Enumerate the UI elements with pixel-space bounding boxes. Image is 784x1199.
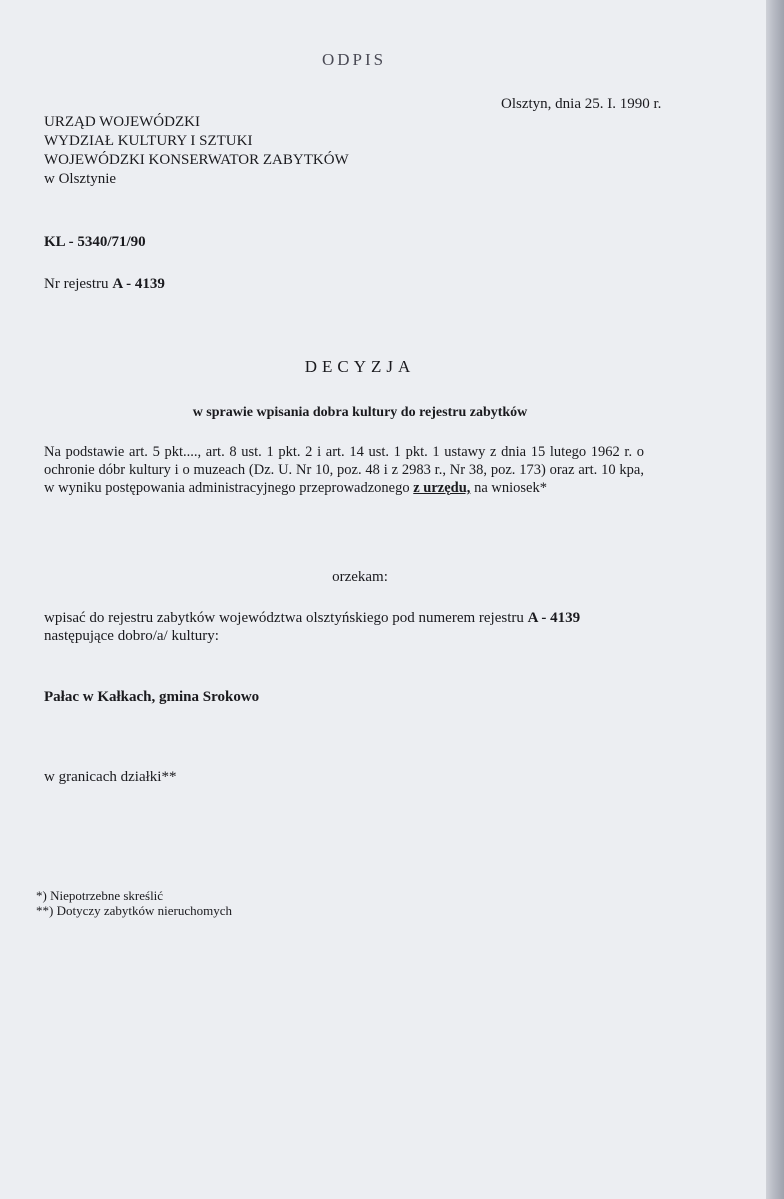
- copy-stamp: ODPIS: [322, 50, 387, 69]
- property-boundaries: w granicach działki**: [44, 769, 177, 785]
- verdict: orzekam:: [332, 569, 388, 585]
- office-line-2: WYDZIAŁ KULTURY I SZTUKI: [44, 133, 253, 149]
- office-line-3: WOJEWÓDZKI KONSERWATOR ZABYTKÓW: [44, 152, 349, 168]
- footnote-2: **) Dotyczy zabytków nieruchomych: [36, 903, 233, 918]
- decision-text-end: następujące dobro/a/ kultury:: [44, 628, 219, 644]
- footnote-1: *) Niepotrzebne skreślić: [36, 888, 164, 903]
- office-line-1: URZĄD WOJEWÓDZKI: [44, 114, 200, 130]
- issuing-office: [44, 113, 349, 189]
- case-number: KL - 5340/71/90: [44, 234, 146, 250]
- property-name: Pałac w Kałkach, gmina Srokowo: [44, 689, 260, 705]
- register-number: [44, 276, 165, 293]
- footnotes: [36, 888, 232, 918]
- decision-text: wpisać do rejestru zabytków województwa olsztyńskiego pod numerem rejestru: [44, 610, 524, 626]
- scan-edge: [766, 0, 784, 1199]
- office-line-4: w Olsztynie: [44, 171, 117, 187]
- decision-paragraph: [44, 609, 664, 645]
- register-value: A - 4139: [112, 276, 165, 292]
- legal-basis-paragraph: [44, 443, 644, 497]
- place-date: Olsztyn, dnia 25. I. 1990 r.: [501, 96, 662, 112]
- legal-basis-emphasis: z urzędu,: [413, 480, 471, 496]
- document-title: DECYZJA: [304, 357, 416, 376]
- legal-basis-text: Na podstawie art. 5 pkt...., art. 8 ust. 1 pkt. 2 i art. 14 ust. 1 pkt. 1 ustawy z dnia 15 lutego 1962 r. o ochronie dóbr kultury i o muzeach (Dz. U. Nr 10, poz. 48 i z 2983 r., Nr 38, poz. 173) oraz art. 10 kpa, w wyniku postępowania administracyjnego przeprowadzonego: [44, 444, 644, 496]
- legal-basis-end: na wniosek*: [474, 480, 547, 496]
- register-label: Nr rejestru: [44, 276, 109, 292]
- decision-register: A - 4139: [527, 610, 581, 626]
- document-subtitle: w sprawie wpisania dobra kultury do rejestru zabytków: [192, 405, 528, 420]
